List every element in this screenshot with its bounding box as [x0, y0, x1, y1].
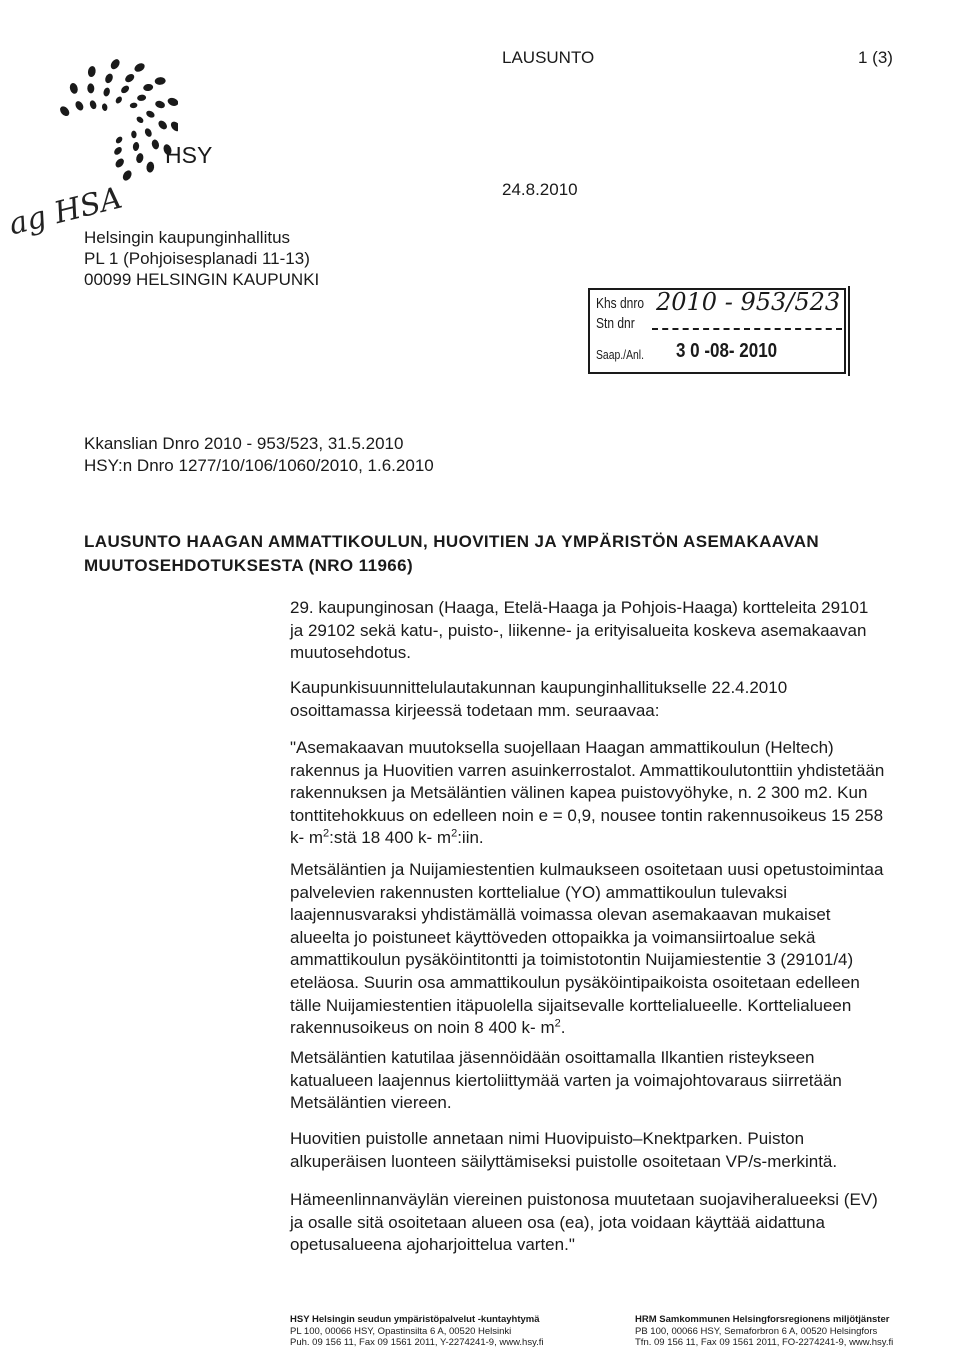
- superscript: 2: [323, 827, 330, 840]
- document-date: 24.8.2010: [502, 180, 578, 199]
- logo-dot: [104, 72, 115, 84]
- text-line: tonttitehokkuus on edelleen noin e = 0,9, nousee tontin rakennusoikeus 15 258: [290, 805, 884, 825]
- text-line: ja 29102 sekä katu-, puisto-, liikenne- ja erityisalueita koskeva asemakaavan: [290, 620, 867, 640]
- reference-line: Kkanslian Dnro 2010 - 953/523, 31.5.2010: [84, 434, 404, 453]
- text-line: osoittamassa kirjeessä todetaan mm. seuraavaa:: [290, 700, 660, 720]
- footer-address: PB 100, 00066 HSY, Semaforbron 6 A, 00520 Helsingfors: [635, 1325, 878, 1337]
- logo-dot: [114, 157, 126, 169]
- text-fragment: :iin.: [457, 828, 484, 848]
- superscript: 2: [451, 827, 458, 840]
- recipient-line: 00099 HELSINGIN KAUPUNKI: [84, 270, 320, 289]
- text-line: rakennuksen ja Metsäläntien välinen kapea puistovyöhyke, n. 2 300 m2. Kun: [290, 783, 868, 803]
- paragraph-6: [290, 1128, 920, 1173]
- text-fragment: rakennusoikeus on noin 8 400 k- m: [290, 1018, 555, 1038]
- logo-dot: [143, 83, 154, 91]
- logo-dot: [121, 169, 133, 182]
- paragraph-2: [290, 677, 920, 722]
- paragraph-4: [290, 859, 920, 1040]
- document-type: LAUSUNTO: [502, 48, 595, 67]
- logo-dot: [115, 135, 124, 144]
- logo-dot: [129, 102, 137, 108]
- logo-dot: [131, 130, 137, 138]
- logo-dot: [109, 58, 122, 71]
- footer-finnish: [290, 1314, 544, 1349]
- hsy-logo: [38, 52, 178, 182]
- footer-contact: Tfn. 09 156 11, Fax 09 1561 2011, FO-2274241-9, www.hsy.fi: [635, 1337, 894, 1348]
- footer-address: PL 100, 00066 HSY, Opastinsilta 6 A, 00520 Helsinki: [290, 1325, 512, 1337]
- logo-dot: [114, 95, 123, 104]
- document-title-line1: LAUSUNTO HAAGAN AMMATTIKOULUN, HUOVITIEN JA YMPÄRISTÖN ASEMAKAAVAN: [84, 532, 820, 551]
- text-line: alkuperäisen luonteen säilyttämiseksi puistolle osoitetaan VP/s-merkintä.: [290, 1151, 838, 1171]
- text-fragment: k- m: [290, 828, 324, 848]
- text-line: 29. kaupunginosan (Haaga, Etelä-Haaga ja Pohjois-Haaga) kortteleita 29101: [290, 598, 869, 617]
- text-line: ja osalle sitä osoitetaan alueen osa (ea), jota voidaan käyttää aidattuna: [290, 1212, 825, 1232]
- recipient-address: [84, 227, 319, 290]
- logo-text: HSY: [165, 142, 213, 168]
- text-line: Metsäläntien viereen.: [290, 1093, 452, 1113]
- references: [84, 433, 434, 477]
- logo-dot: [154, 77, 166, 85]
- stamp-khs-label: Khs dnro: [596, 295, 645, 312]
- text-line: Metsäläntien ja Nuijamiestentien kulmaukseen osoitetaan uusi opetustoimintaa: [290, 860, 884, 879]
- footer-contact: Puh. 09 156 11, Fax 09 1561 2011, Y-2274241-9, www.hsy.fi: [290, 1337, 544, 1348]
- logo-dot: [169, 120, 178, 133]
- footer-org-name: HSY Helsingin seudun ympäristöpalvelut -kuntayhtymä: [290, 1314, 540, 1325]
- stamp-dashed-line: [652, 328, 842, 330]
- text-line: palvelevien rakennusten korttelialue (YO) ammattikoulun tulevaksi: [290, 882, 788, 902]
- logo-dot: [154, 100, 166, 110]
- registry-stamp: [588, 288, 846, 374]
- logo-dot: [145, 109, 156, 119]
- logo-dot: [69, 82, 79, 95]
- logo-dot: [137, 94, 147, 101]
- stamp-stn-label: Stn dnr: [596, 315, 635, 332]
- reference-line: HSY:n Dnro 1277/10/106/1060/2010, 1.6.2010: [84, 456, 434, 475]
- stamp-received-date: 3 0 -08- 2010: [676, 340, 778, 362]
- text-line: Metsäläntien katutilaa jäsennöidään osoittamalla Ilkantien risteykseen: [290, 1048, 815, 1067]
- logo-dot: [151, 139, 160, 150]
- paragraph-5: [290, 1047, 920, 1115]
- text-line: [290, 1017, 920, 1040]
- logo-dot: [58, 105, 71, 118]
- paragraph-3: [290, 737, 920, 850]
- text-line: eteläosa. Suurin osa ammattikoulun pysäköintipaikoista osoitetaan edelleen: [290, 972, 860, 992]
- logo-dot: [103, 87, 111, 97]
- recipient-line: PL 1 (Pohjoisesplanadi 11-13): [84, 249, 310, 268]
- stamp-khs-value: 2010 - 953/523: [656, 288, 841, 316]
- superscript: 2: [554, 1017, 561, 1030]
- logo-dot: [87, 66, 96, 78]
- text-fragment: :stä 18 400 k- m: [329, 828, 452, 848]
- text-line: Hämeenlinnanväylän viereinen puistonosa muutetaan suojaviheralueeksi (EV): [290, 1190, 878, 1209]
- text-line: rakennus ja Huovitien varren asuinkerrostalot. Ammattikoulutonttiin yhdistetään: [290, 760, 885, 780]
- logo-dot: [133, 61, 146, 73]
- logo-dot: [167, 96, 178, 107]
- text-line: [290, 827, 920, 850]
- text-line: alueelta jo poistuneet käyttöveden ottopaikka ja voimansiirtoalue sekä: [290, 927, 816, 947]
- text-line: "Asemakaavan muutoksella suojellaan Haagan ammattikoulun (Heltech): [290, 738, 834, 757]
- text-line: opetusalueena ajoharjoittelua varten.": [290, 1235, 575, 1255]
- logo-dot: [89, 99, 98, 110]
- logo-dot: [124, 72, 136, 84]
- text-line: tälle Nuijamiestentien itäpuolella sijaitsevalle korttelialueelle. Korttelialueen: [290, 995, 852, 1015]
- document-title-line2: MUUTOSEHDOTUKSESTA (NRO 11966): [84, 556, 414, 575]
- logo-dot: [135, 115, 144, 124]
- logo-dot: [132, 142, 140, 152]
- logo-dot: [120, 84, 131, 95]
- logo-dot: [157, 119, 169, 131]
- text-line: muutosehdotus.: [290, 643, 411, 663]
- logo-dot: [146, 161, 155, 173]
- text-line: ammattikoulun pysäköintitontti ja toimistotontin Nuijamiestentie 3 (29101/4): [290, 950, 854, 970]
- text-fragment: .: [560, 1018, 566, 1038]
- logo-dot: [135, 152, 144, 163]
- handwritten-note: ag HSA: [5, 180, 126, 243]
- paragraph-7: [290, 1189, 920, 1257]
- logo-dot: [144, 127, 154, 138]
- page-number: 1 (3): [858, 48, 893, 67]
- stamp-saap-label: Saap./Anl.: [596, 347, 644, 362]
- logo-dot: [74, 100, 85, 112]
- text-line: laajennusvaraksi yhdistämällä voimassa olevan asemakaavan mukaiset: [290, 905, 831, 925]
- recipient-line: Helsingin kaupunginhallitus: [84, 228, 291, 247]
- paragraph-1: [290, 597, 920, 665]
- logo-dot: [101, 103, 108, 111]
- logo-dot: [113, 146, 124, 157]
- stamp-border-right: [848, 286, 850, 376]
- logo-dot: [87, 83, 95, 93]
- text-line: Kaupunkisuunnittelulautakunnan kaupunginhallitukselle 22.4.2010: [290, 678, 788, 697]
- text-line: katualueen laajennus kiertoliittymää varten ja voimajohtovaraus siirretään: [290, 1070, 842, 1090]
- footer-org-name: HRM Samkommunen Helsingforsregionens miljötjänster: [635, 1314, 890, 1325]
- footer-swedish: [635, 1314, 893, 1349]
- text-line: Huovitien puistolle annetaan nimi Huovipuisto–Knektparken. Puiston: [290, 1129, 805, 1148]
